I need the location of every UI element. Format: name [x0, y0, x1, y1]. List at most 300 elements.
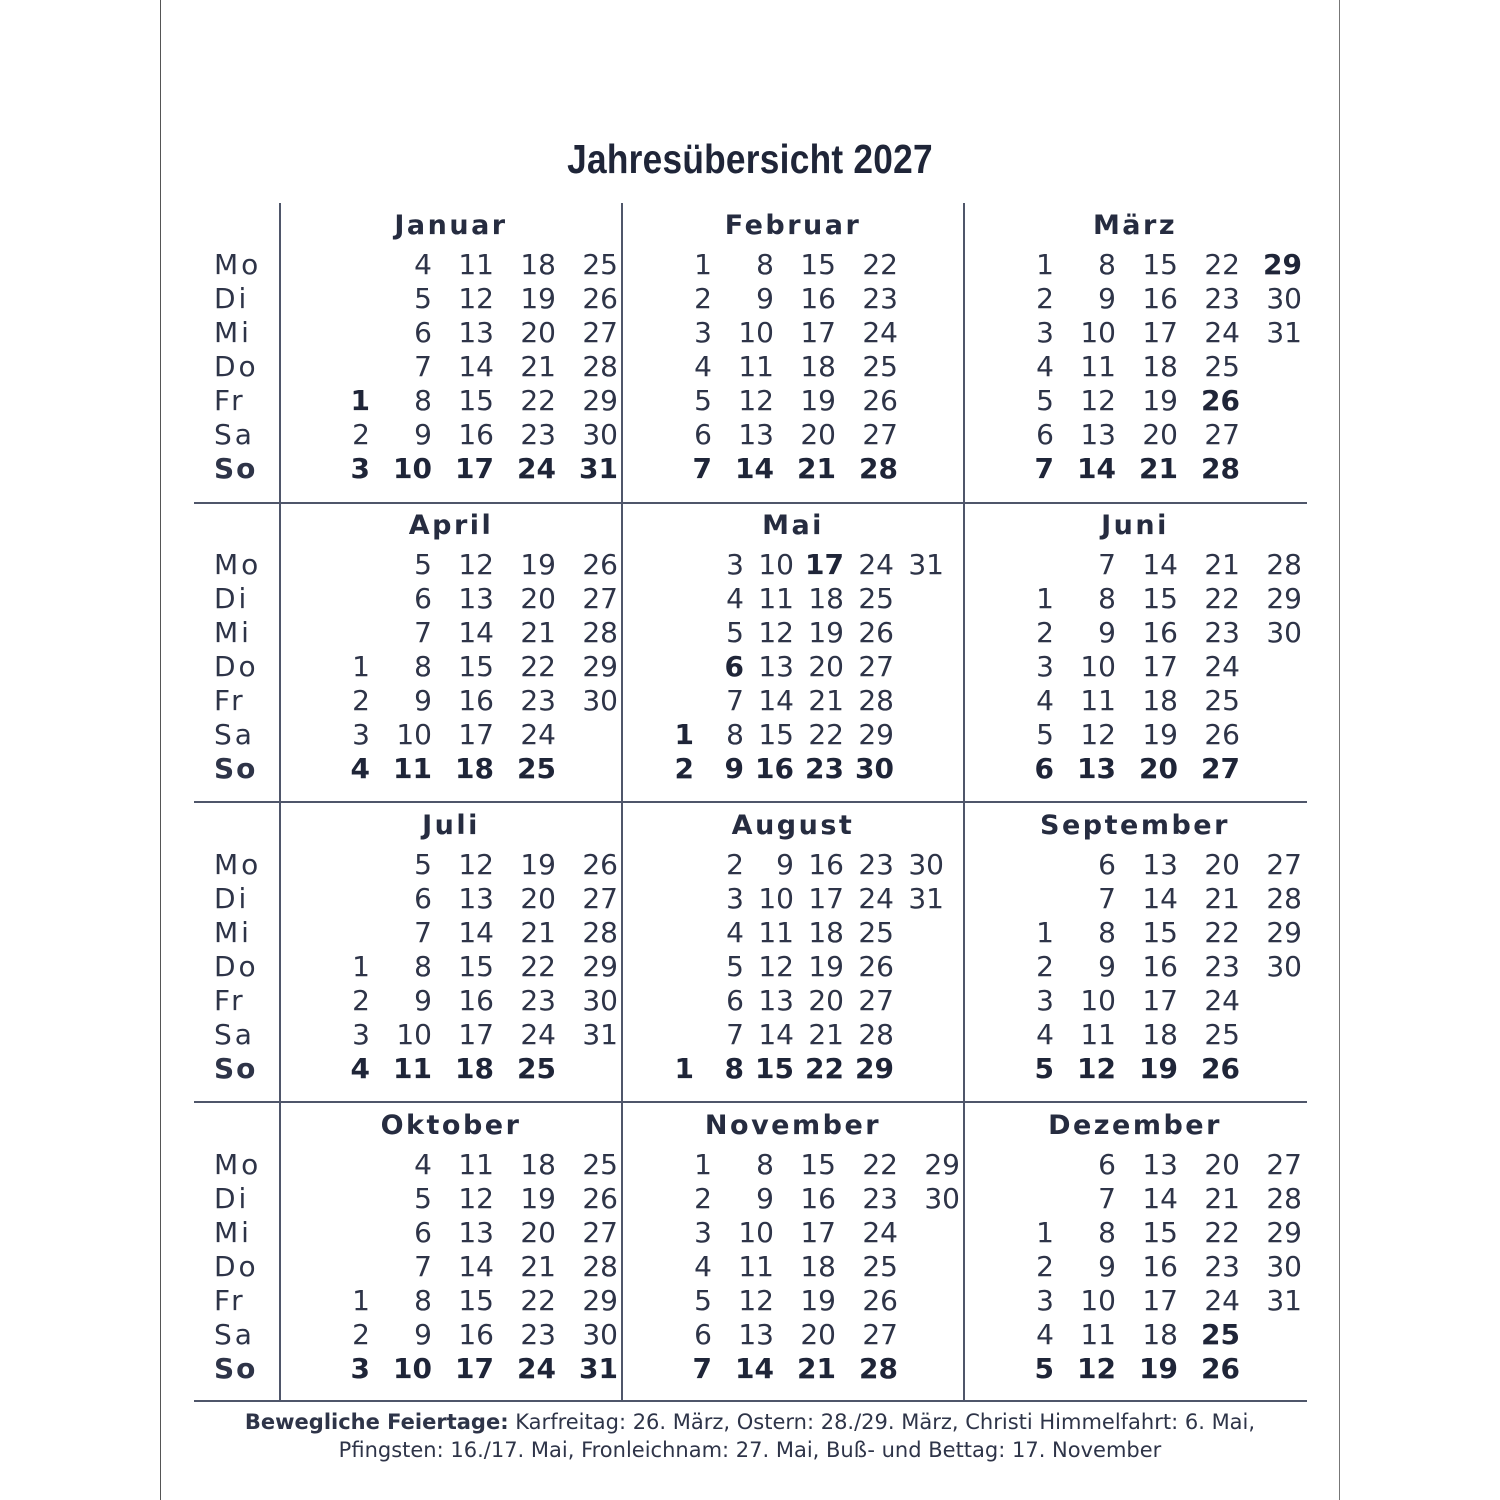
month-name: April — [408, 510, 494, 541]
day-number: 17 — [1142, 650, 1178, 683]
day-number: 17 — [455, 452, 494, 485]
holidays-text-1: Karfreitag: 26. März, Ostern: 28./29. März, Christi Himmelfahrt: 6. Mai, — [508, 1410, 1256, 1434]
day-number: 3 — [726, 548, 744, 581]
day-number: 14 — [458, 350, 494, 383]
day-number: 5 — [414, 1182, 432, 1215]
day-number: 18 — [1142, 1018, 1178, 1051]
day-number: 28 — [859, 1352, 898, 1385]
day-number: 8 — [414, 650, 432, 683]
day-number: 25 — [862, 350, 898, 383]
day-number: 18 — [808, 582, 844, 615]
day-number: 6 — [414, 316, 432, 349]
day-number: 19 — [800, 1284, 836, 1317]
day-number: 29 — [1266, 1216, 1302, 1249]
day-number: 29 — [582, 384, 618, 417]
weekday-label: Mo — [214, 848, 262, 881]
day-number: 7 — [692, 1352, 712, 1385]
day-number: 21 — [520, 616, 556, 649]
day-number: 30 — [1266, 282, 1302, 315]
day-number: 10 — [393, 1352, 432, 1385]
day-number: 29 — [582, 650, 618, 683]
day-number: 2 — [674, 752, 694, 785]
day-number: 19 — [800, 384, 836, 417]
day-number: 12 — [458, 848, 494, 881]
day-number: 27 — [862, 418, 898, 451]
day-number: 12 — [458, 1182, 494, 1215]
day-number: 24 — [517, 1352, 556, 1385]
day-number: 24 — [520, 718, 556, 751]
day-number: 25 — [517, 752, 556, 785]
day-number: 16 — [458, 1318, 494, 1351]
day-number: 16 — [458, 984, 494, 1017]
day-number: 30 — [924, 1182, 960, 1215]
day-number: 5 — [414, 548, 432, 581]
day-number: 15 — [1142, 582, 1178, 615]
day-number: 9 — [1098, 282, 1116, 315]
day-number: 13 — [738, 1318, 774, 1351]
day-number: 19 — [520, 848, 556, 881]
day-number: 7 — [1098, 548, 1116, 581]
day-number: 2 — [1036, 282, 1054, 315]
day-number: 20 — [520, 582, 556, 615]
day-number: 2 — [1036, 950, 1054, 983]
day-number: 2 — [352, 418, 370, 451]
month-name: Oktober — [380, 1110, 522, 1141]
day-number: 14 — [458, 916, 494, 949]
day-number: 16 — [800, 282, 836, 315]
day-number: 14 — [1077, 452, 1116, 485]
day-number: 15 — [458, 384, 494, 417]
day-number: 3 — [350, 452, 370, 485]
day-number: 8 — [414, 950, 432, 983]
day-number: 16 — [1142, 616, 1178, 649]
day-number: 11 — [1080, 1318, 1116, 1351]
day-number: 4 — [350, 1052, 370, 1085]
day-number: 5 — [694, 384, 712, 417]
day-number: 9 — [1098, 1250, 1116, 1283]
day-number: 1 — [1036, 916, 1054, 949]
day-number: 29 — [582, 950, 618, 983]
day-number: 5 — [1034, 1052, 1054, 1085]
day-number: 4 — [726, 582, 744, 615]
holidays-line-1 — [160, 1408, 1340, 1436]
day-number: 12 — [1077, 1352, 1116, 1385]
day-number: 18 — [1142, 1318, 1178, 1351]
weekday-label: So — [214, 752, 258, 785]
weekday-label: Mi — [214, 316, 252, 349]
day-number: 15 — [758, 718, 794, 751]
day-number: 26 — [1201, 384, 1240, 417]
day-number: 5 — [1034, 1352, 1054, 1385]
weekday-label: Fr — [214, 384, 246, 417]
day-number: 19 — [1139, 1352, 1178, 1385]
day-number: 24 — [862, 316, 898, 349]
day-number: 17 — [1142, 316, 1178, 349]
day-number: 6 — [1036, 418, 1054, 451]
day-number: 25 — [1201, 1318, 1240, 1351]
day-number: 10 — [1080, 650, 1116, 683]
holidays-label: Bewegliche Feiertage: — [244, 1410, 509, 1434]
day-number: 4 — [414, 248, 432, 281]
day-number: 11 — [1080, 1018, 1116, 1051]
day-number: 30 — [1266, 950, 1302, 983]
day-number: 12 — [738, 384, 774, 417]
day-number: 10 — [758, 882, 794, 915]
day-number: 13 — [458, 1216, 494, 1249]
month-name: August — [731, 810, 855, 841]
day-number: 2 — [352, 1318, 370, 1351]
day-number: 4 — [1036, 684, 1054, 717]
day-number: 1 — [352, 1284, 370, 1317]
day-number: 24 — [858, 548, 894, 581]
day-number: 24 — [862, 1216, 898, 1249]
day-number: 4 — [726, 916, 744, 949]
day-number: 21 — [520, 1250, 556, 1283]
day-number: 22 — [1204, 248, 1240, 281]
day-number: 25 — [517, 1052, 556, 1085]
day-number: 26 — [1201, 1052, 1240, 1085]
day-number: 16 — [755, 752, 794, 785]
month-name: September — [1040, 810, 1230, 841]
day-number: 19 — [808, 950, 844, 983]
day-number: 13 — [758, 984, 794, 1017]
day-number: 21 — [520, 350, 556, 383]
day-number: 15 — [458, 650, 494, 683]
day-number: 17 — [805, 548, 844, 581]
day-number: 13 — [738, 418, 774, 451]
day-number: 11 — [393, 752, 432, 785]
day-number: 18 — [520, 1148, 556, 1181]
day-number: 3 — [350, 1352, 370, 1385]
day-number: 1 — [352, 950, 370, 983]
day-number: 12 — [1080, 718, 1116, 751]
day-number: 27 — [862, 1318, 898, 1351]
day-number: 4 — [350, 752, 370, 785]
day-number: 8 — [756, 1148, 774, 1181]
month-name: Dezember — [1048, 1110, 1222, 1141]
day-number: 31 — [908, 882, 944, 915]
day-number: 18 — [455, 1052, 494, 1085]
day-number: 16 — [1142, 1250, 1178, 1283]
day-number: 1 — [674, 718, 694, 751]
weekday-label: So — [214, 1052, 258, 1085]
day-number: 10 — [1080, 1284, 1116, 1317]
day-number: 21 — [808, 1018, 844, 1051]
weekday-label: Mi — [214, 616, 252, 649]
day-number: 28 — [1201, 452, 1240, 485]
day-number: 26 — [858, 616, 894, 649]
day-number: 8 — [1098, 1216, 1116, 1249]
day-number: 20 — [1139, 752, 1178, 785]
day-number: 19 — [1142, 718, 1178, 751]
day-number: 10 — [738, 1216, 774, 1249]
day-number: 25 — [1204, 1018, 1240, 1051]
month-name: März — [1092, 210, 1178, 241]
day-number: 24 — [858, 882, 894, 915]
weekday-label: Mo — [214, 1148, 262, 1181]
day-number: 6 — [414, 582, 432, 615]
day-number: 27 — [1266, 848, 1302, 881]
day-number: 10 — [1080, 984, 1116, 1017]
day-number: 18 — [808, 916, 844, 949]
day-number: 16 — [800, 1182, 836, 1215]
day-number: 7 — [414, 916, 432, 949]
day-number: 7 — [1098, 1182, 1116, 1215]
day-number: 31 — [1266, 1284, 1302, 1317]
day-number: 22 — [1204, 916, 1240, 949]
day-number: 3 — [726, 882, 744, 915]
day-number: 28 — [1266, 548, 1302, 581]
day-number: 3 — [352, 718, 370, 751]
day-number: 20 — [1204, 848, 1240, 881]
day-number: 24 — [1204, 984, 1240, 1017]
day-number: 28 — [582, 916, 618, 949]
day-number: 30 — [582, 984, 618, 1017]
weekday-label: Di — [214, 882, 250, 915]
weekday-label: Sa — [214, 1018, 255, 1051]
day-number: 8 — [414, 1284, 432, 1317]
day-number: 19 — [520, 282, 556, 315]
day-number: 29 — [1266, 916, 1302, 949]
weekday-label: Fr — [214, 984, 246, 1017]
day-number: 23 — [1204, 616, 1240, 649]
day-number: 11 — [393, 1052, 432, 1085]
day-number: 6 — [1034, 752, 1054, 785]
day-number: 3 — [694, 1216, 712, 1249]
day-number: 17 — [808, 882, 844, 915]
day-number: 4 — [414, 1148, 432, 1181]
day-number: 11 — [758, 916, 794, 949]
day-number: 27 — [1204, 418, 1240, 451]
day-number: 23 — [520, 684, 556, 717]
day-number: 27 — [582, 582, 618, 615]
day-number: 24 — [1204, 650, 1240, 683]
day-number: 16 — [458, 418, 494, 451]
day-number: 1 — [694, 1148, 712, 1181]
day-number: 28 — [859, 452, 898, 485]
column-divider — [279, 203, 281, 1400]
day-number: 8 — [724, 1052, 744, 1085]
day-number: 8 — [414, 384, 432, 417]
day-number: 2 — [352, 984, 370, 1017]
day-number: 20 — [520, 882, 556, 915]
weekday-label: Fr — [214, 1284, 246, 1317]
day-number: 16 — [1142, 950, 1178, 983]
day-number: 3 — [694, 316, 712, 349]
day-number: 28 — [858, 1018, 894, 1051]
day-number: 15 — [755, 1052, 794, 1085]
day-number: 9 — [756, 1182, 774, 1215]
day-number: 27 — [1201, 752, 1240, 785]
day-number: 8 — [756, 248, 774, 281]
day-number: 15 — [800, 1148, 836, 1181]
day-number: 28 — [1266, 1182, 1302, 1215]
day-number: 22 — [805, 1052, 844, 1085]
day-number: 25 — [858, 582, 894, 615]
day-number: 17 — [800, 1216, 836, 1249]
day-number: 18 — [1142, 684, 1178, 717]
column-divider — [621, 203, 623, 1400]
day-number: 16 — [458, 684, 494, 717]
day-number: 23 — [520, 418, 556, 451]
holidays-line-2: Pfingsten: 16./17. Mai, Fronleichnam: 27. Mai, Buß- und Bettag: 17. November — [338, 1438, 1162, 1462]
weekday-label: Sa — [214, 1318, 255, 1351]
day-number: 7 — [414, 616, 432, 649]
day-number: 21 — [1139, 452, 1178, 485]
day-number: 5 — [1036, 718, 1054, 751]
day-number: 31 — [1266, 316, 1302, 349]
divider-line — [194, 1400, 1307, 1402]
day-number: 11 — [738, 1250, 774, 1283]
weekday-label: Mi — [214, 1216, 252, 1249]
day-number: 15 — [800, 248, 836, 281]
day-number: 24 — [520, 1018, 556, 1051]
day-number: 13 — [1142, 848, 1178, 881]
day-number: 11 — [1080, 684, 1116, 717]
day-number: 3 — [1036, 316, 1054, 349]
day-number: 1 — [1036, 1216, 1054, 1249]
day-number: 13 — [1080, 418, 1116, 451]
day-number: 23 — [1204, 950, 1240, 983]
day-number: 21 — [520, 916, 556, 949]
day-number: 29 — [855, 1052, 894, 1085]
day-number: 3 — [1036, 984, 1054, 1017]
day-number: 26 — [582, 282, 618, 315]
day-number: 2 — [352, 684, 370, 717]
day-number: 11 — [758, 582, 794, 615]
day-number: 19 — [1142, 384, 1178, 417]
day-number: 8 — [726, 718, 744, 751]
day-number: 22 — [862, 1148, 898, 1181]
day-number: 22 — [1204, 582, 1240, 615]
day-number: 25 — [1204, 350, 1240, 383]
weekday-label: Do — [214, 650, 259, 683]
day-number: 25 — [858, 916, 894, 949]
day-number: 30 — [582, 1318, 618, 1351]
day-number: 19 — [520, 1182, 556, 1215]
month-name: Februar — [724, 210, 862, 241]
day-number: 27 — [582, 1216, 618, 1249]
day-number: 30 — [1266, 1250, 1302, 1283]
day-number: 28 — [1266, 882, 1302, 915]
day-number: 3 — [1036, 650, 1054, 683]
day-number: 15 — [1142, 1216, 1178, 1249]
day-number: 20 — [520, 316, 556, 349]
day-number: 29 — [858, 718, 894, 751]
weekday-label: Mi — [214, 916, 252, 949]
day-number: 22 — [1204, 1216, 1240, 1249]
day-number: 13 — [758, 650, 794, 683]
day-number: 20 — [520, 1216, 556, 1249]
day-number: 15 — [458, 1284, 494, 1317]
day-number: 27 — [582, 316, 618, 349]
day-number: 10 — [396, 718, 432, 751]
day-number: 5 — [726, 950, 744, 983]
weekday-label: Do — [214, 350, 259, 383]
day-number: 20 — [800, 1318, 836, 1351]
day-number: 3 — [352, 1018, 370, 1051]
column-divider — [963, 203, 965, 1400]
day-number: 17 — [1142, 1284, 1178, 1317]
day-number: 11 — [738, 350, 774, 383]
day-number: 14 — [758, 1018, 794, 1051]
day-number: 19 — [808, 616, 844, 649]
day-number: 26 — [862, 384, 898, 417]
day-number: 6 — [414, 1216, 432, 1249]
day-number: 9 — [414, 1318, 432, 1351]
day-number: 17 — [455, 1352, 494, 1385]
day-number: 26 — [582, 548, 618, 581]
day-number: 20 — [808, 650, 844, 683]
day-number: 25 — [1204, 684, 1240, 717]
day-number: 5 — [726, 616, 744, 649]
day-number: 25 — [862, 1250, 898, 1283]
day-number: 30 — [855, 752, 894, 785]
day-number: 30 — [908, 848, 944, 881]
day-number: 15 — [458, 950, 494, 983]
day-number: 24 — [517, 452, 556, 485]
day-number: 16 — [1142, 282, 1178, 315]
day-number: 8 — [1098, 916, 1116, 949]
day-number: 20 — [800, 418, 836, 451]
weekday-label: So — [214, 1352, 258, 1385]
holidays-footer — [160, 1408, 1340, 1464]
day-number: 30 — [582, 684, 618, 717]
day-number: 23 — [520, 984, 556, 1017]
day-number: 19 — [520, 548, 556, 581]
day-number: 13 — [1077, 752, 1116, 785]
day-number: 28 — [582, 350, 618, 383]
day-number: 27 — [858, 650, 894, 683]
day-number: 9 — [414, 684, 432, 717]
day-number: 27 — [582, 882, 618, 915]
day-number: 10 — [738, 316, 774, 349]
day-number: 28 — [582, 616, 618, 649]
day-number: 2 — [726, 848, 744, 881]
weekday-label: Do — [214, 1250, 259, 1283]
day-number: 4 — [1036, 350, 1054, 383]
day-number: 30 — [1266, 616, 1302, 649]
day-number: 29 — [1266, 582, 1302, 615]
day-number: 4 — [694, 1250, 712, 1283]
day-number: 26 — [582, 848, 618, 881]
day-number: 5 — [1036, 384, 1054, 417]
day-number: 31 — [582, 1018, 618, 1051]
day-number: 17 — [1142, 984, 1178, 1017]
day-number: 12 — [758, 616, 794, 649]
weekday-label: Di — [214, 582, 250, 615]
day-number: 6 — [694, 418, 712, 451]
day-number: 17 — [458, 718, 494, 751]
weekday-label: Fr — [214, 684, 246, 717]
day-number: 11 — [458, 1148, 494, 1181]
day-number: 30 — [582, 418, 618, 451]
day-number: 29 — [582, 1284, 618, 1317]
day-number: 21 — [808, 684, 844, 717]
day-number: 25 — [582, 248, 618, 281]
weekday-label: Sa — [214, 418, 255, 451]
month-name: November — [704, 1110, 882, 1141]
day-number: 23 — [858, 848, 894, 881]
day-number: 27 — [1266, 1148, 1302, 1181]
day-number: 24 — [1204, 1284, 1240, 1317]
day-number: 7 — [414, 1250, 432, 1283]
day-number: 17 — [800, 316, 836, 349]
day-number: 1 — [350, 384, 370, 417]
day-number: 22 — [520, 650, 556, 683]
day-number: 23 — [1204, 282, 1240, 315]
day-number: 22 — [862, 248, 898, 281]
